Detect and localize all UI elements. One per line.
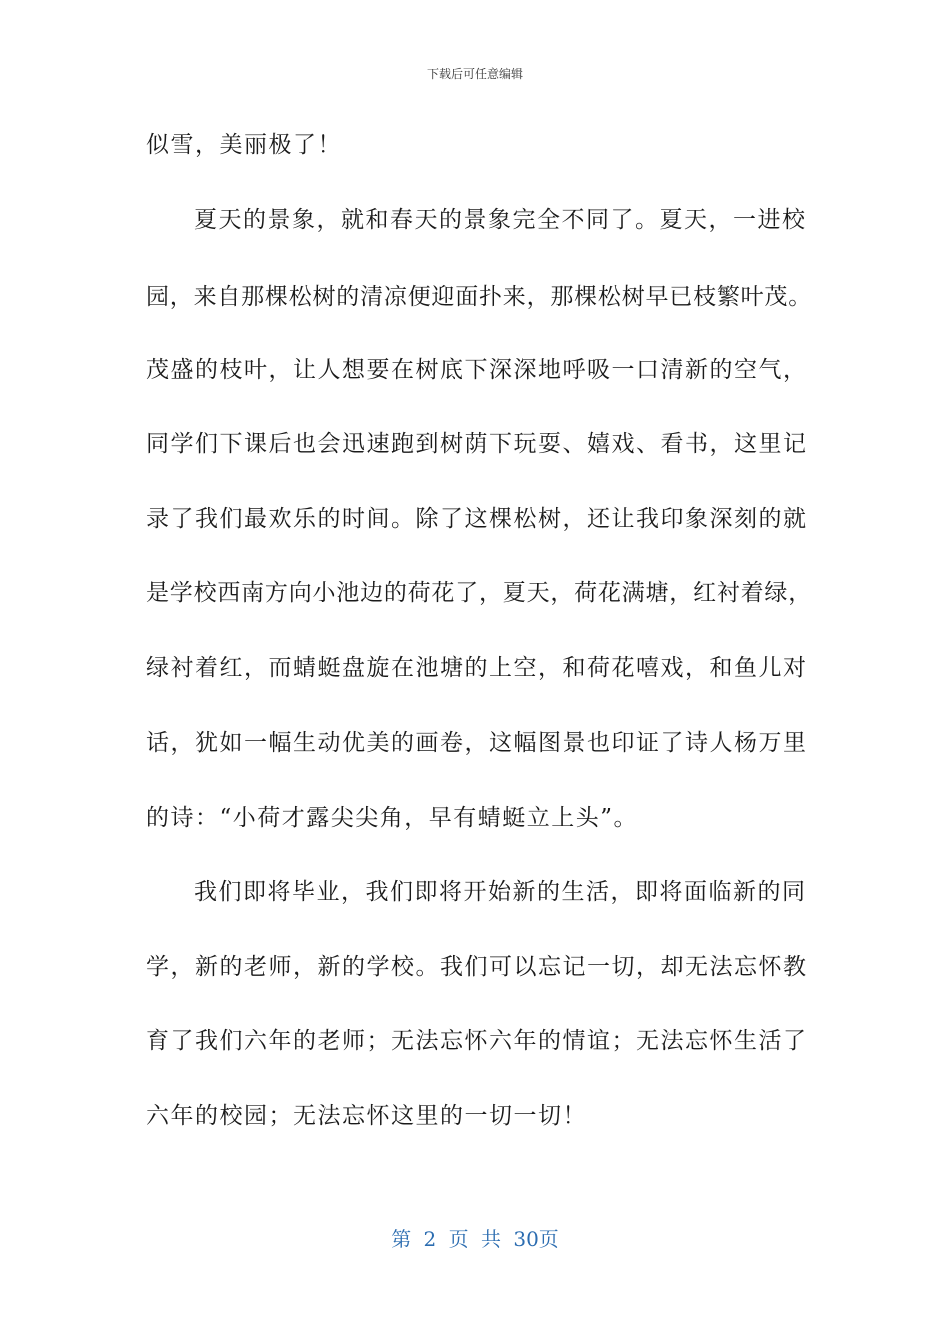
paragraph-line: 育了我们六年的老师；无法忘怀六年的情谊；无法忘怀生活了 bbox=[146, 1028, 808, 1054]
paragraph-line: 六年的校园；无法忘怀这里的一切一切！ bbox=[146, 1103, 587, 1129]
paragraph-line: 绿衬着红，而蜻蜓盘旋在池塘的上空，和荷花嘻戏，和鱼儿对 bbox=[146, 655, 808, 681]
paragraph-line: 的诗：“小荷才露尖尖角，早有蜻蜓立上头”。 bbox=[146, 805, 639, 831]
paragraph-line: 茂盛的枝叶，让人想要在树底下深深地呼吸一口清新的空气， bbox=[146, 357, 808, 383]
paragraph-line: 同学们下课后也会迅速跑到树荫下玩耍、嬉戏、看书，这里记 bbox=[146, 431, 808, 457]
paragraph-line: 学，新的老师，新的学校。我们可以忘记一切，却无法忘怀教 bbox=[146, 954, 808, 980]
paragraph-line: 话，犹如一幅生动优美的画卷，这幅图景也印证了诗人杨万里 bbox=[146, 730, 808, 756]
page-number-footer: 第 2 页 共 30页 bbox=[391, 1227, 559, 1251]
page-header-note: 下载后可任意编辑 bbox=[426, 67, 523, 81]
paragraph-line: 似雪，美丽极了！ bbox=[146, 132, 342, 158]
paragraph-line: 园，来自那棵松树的清凉便迎面扑来，那棵松树早已枝繁叶茂。 bbox=[146, 284, 812, 310]
paragraph-line: 夏天的景象，就和春天的景象完全不同了。夏天，一进校 bbox=[194, 207, 807, 233]
paragraph-line: 录了我们最欢乐的时间。除了这棵松树，还让我印象深刻的就 bbox=[146, 506, 808, 532]
paragraph-line: 我们即将毕业，我们即将开始新的生活，即将面临新的同 bbox=[194, 879, 807, 905]
paragraph-line: 是学校西南方向小池边的荷花了，夏天，荷花满塘，红衬着绿， bbox=[146, 580, 812, 606]
